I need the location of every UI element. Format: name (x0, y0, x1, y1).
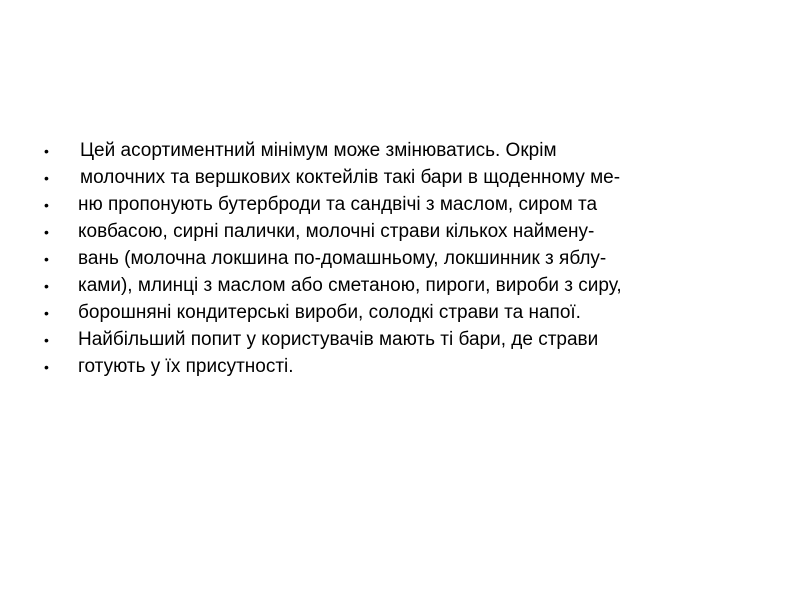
bullet-icon: • (44, 170, 49, 186)
list-item-text: вань (молочна локшина по-домашньому, локшинник з яблу- (78, 248, 607, 269)
bullet-icon: • (44, 332, 49, 348)
bullet-icon: • (44, 251, 49, 267)
bullet-icon: • (44, 359, 49, 375)
list-item-text: борошняні кондитерські вироби, солодкі страви та напої. (78, 302, 581, 323)
bullet-icon: • (44, 143, 49, 159)
bullet-icon: • (44, 197, 49, 213)
list-item (44, 191, 744, 218)
list-item-text: готують у їх присутності. (78, 356, 294, 377)
bullet-list (44, 137, 744, 380)
bullet-icon: • (44, 224, 49, 240)
list-item (44, 218, 744, 245)
list-item (44, 245, 744, 272)
list-item (44, 353, 744, 380)
list-item (44, 164, 744, 191)
list-item (44, 299, 744, 326)
list-item-text: Найбільший попит у користувачів мають ті бари, де страви (78, 329, 599, 350)
bullet-icon: • (44, 278, 49, 294)
list-item (44, 326, 744, 353)
list-item (44, 272, 744, 299)
list-item (44, 137, 744, 164)
list-item-text: ковбасою, сирні палички, молочні страви кількох наймену- (78, 221, 595, 242)
list-item-text: Цей асортиментний мінімум може змінюватись. Окрім (80, 140, 557, 161)
bullet-icon: • (44, 305, 49, 321)
list-item-text: ню пропонують бутерброди та сандвічі з маслом, сиром та (78, 194, 598, 215)
list-item-text: ками), млинці з маслом або сметаною, пироги, вироби з сиру, (78, 275, 622, 296)
list-item-text: молочних та вершкових коктейлів такі бари в щоденному ме- (80, 167, 621, 188)
